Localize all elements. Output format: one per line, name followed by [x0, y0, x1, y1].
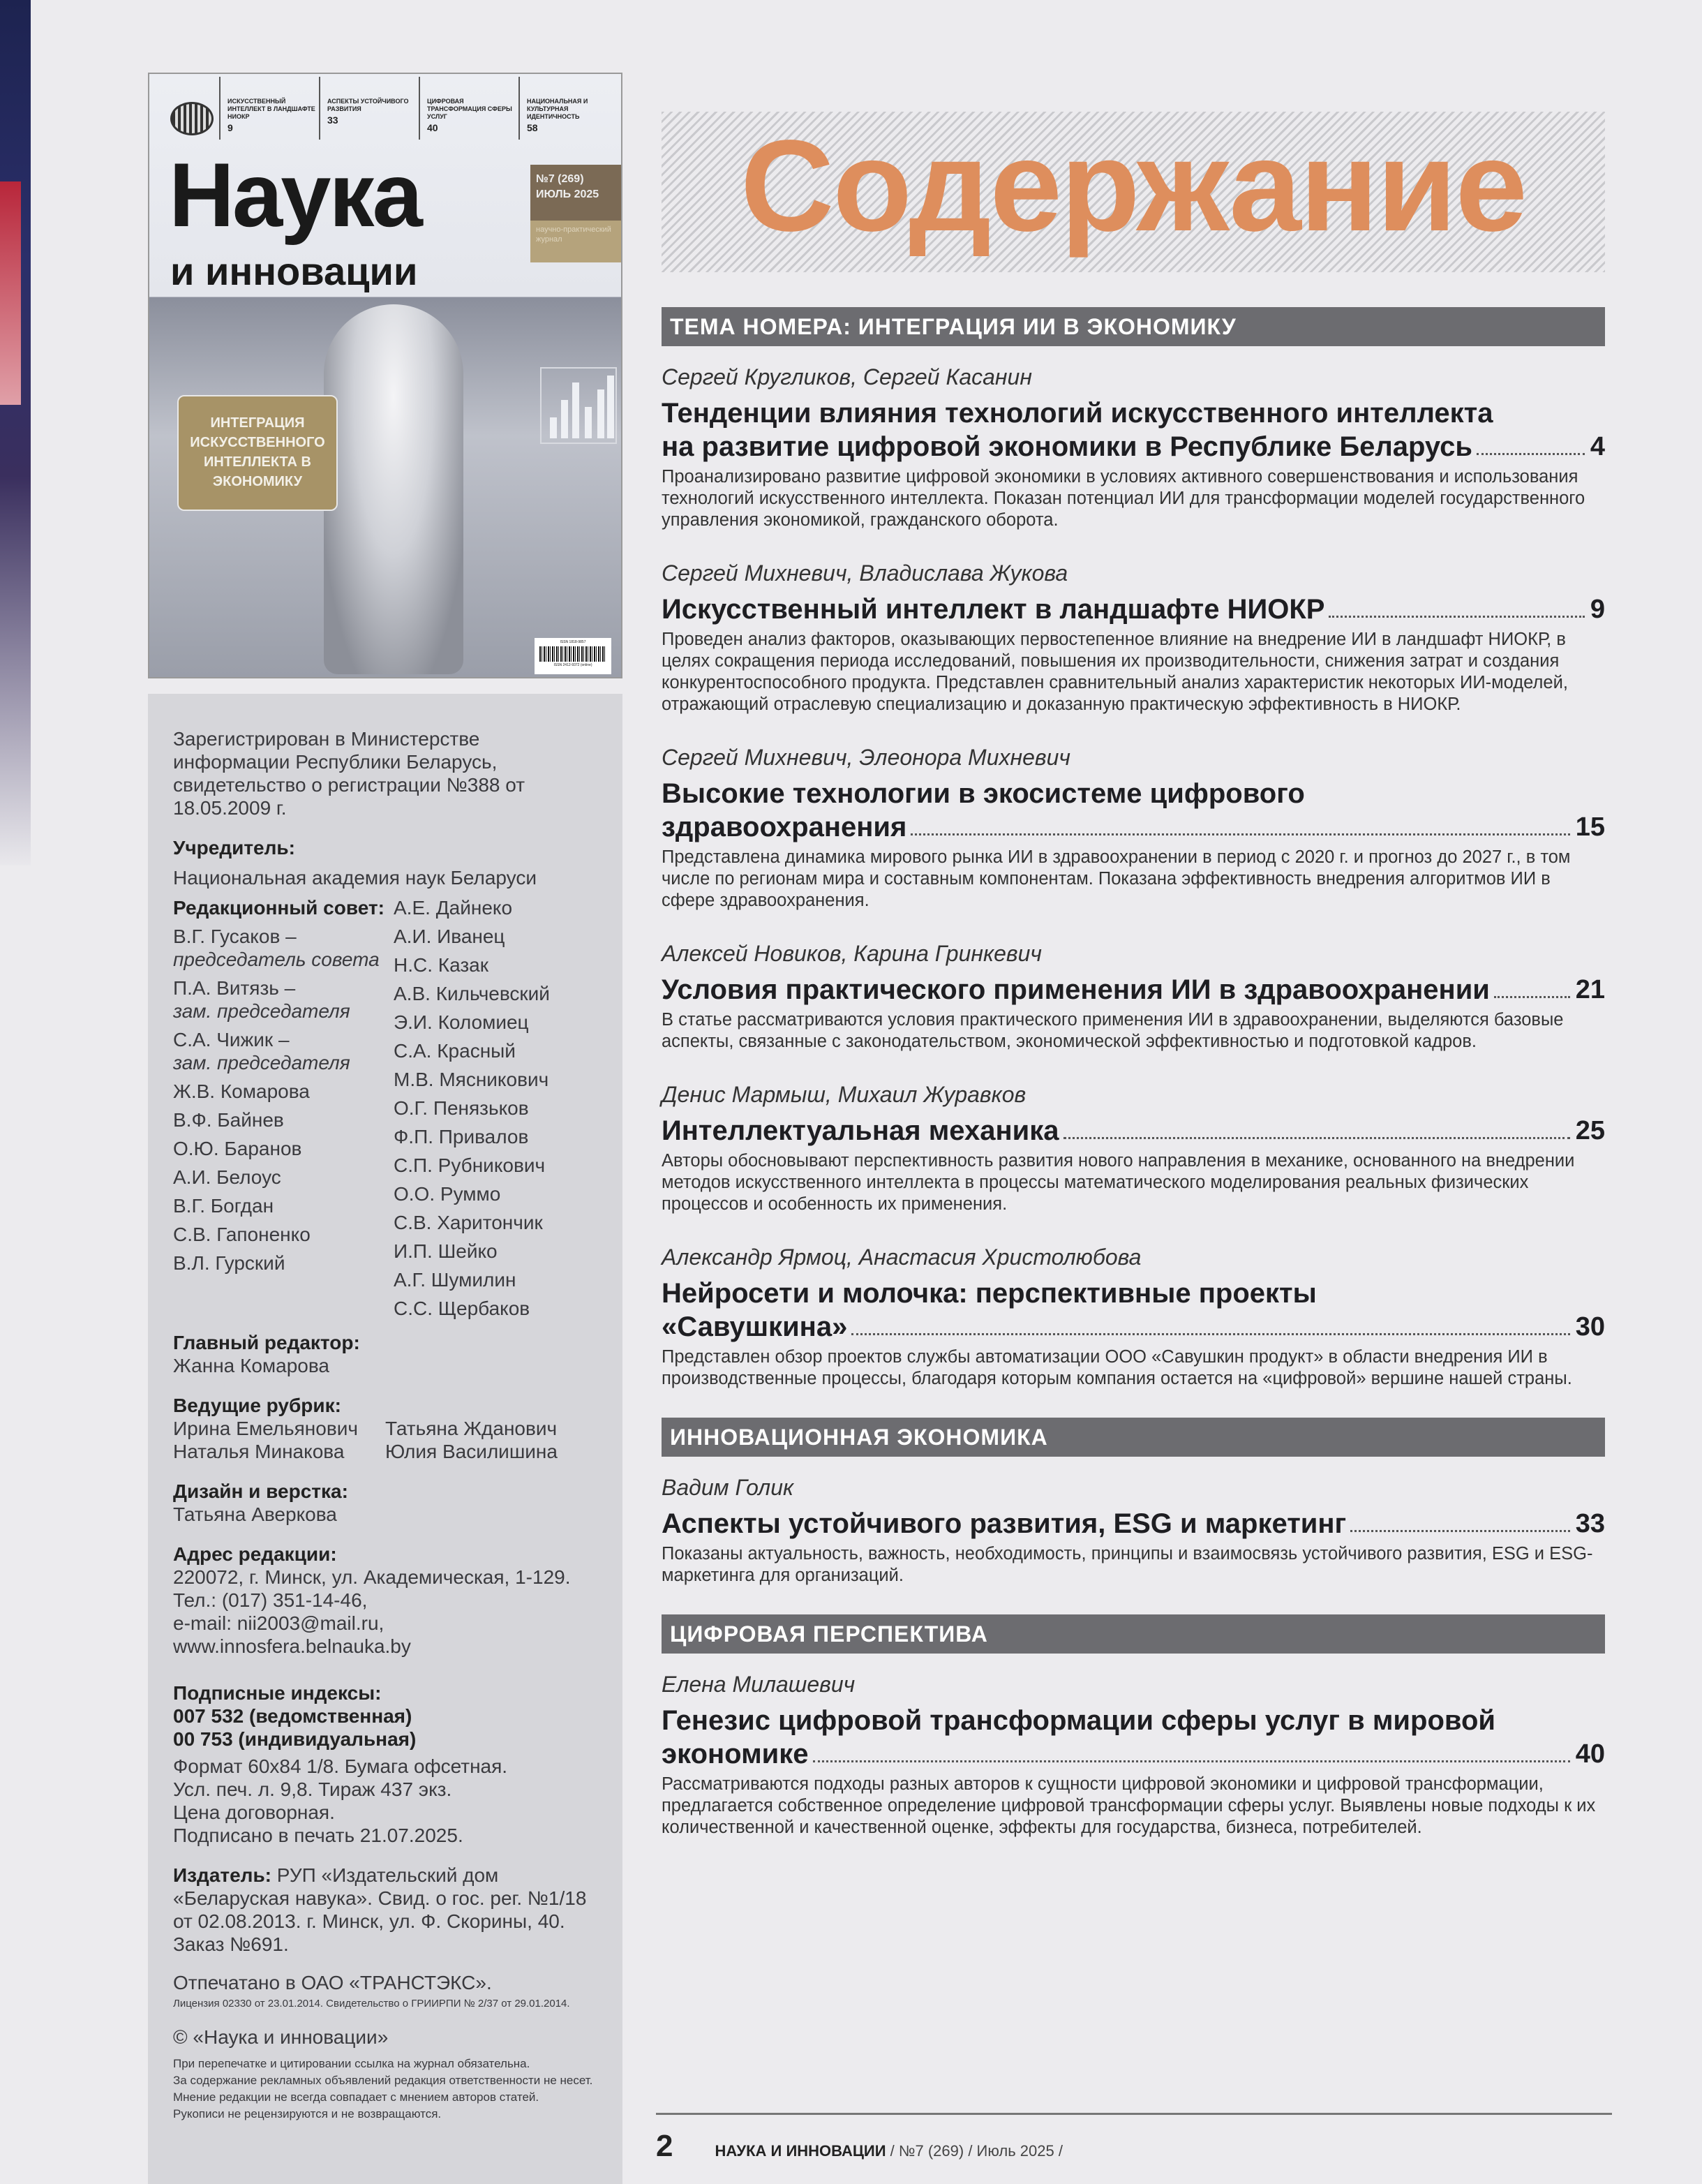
entry-authors: Алексей Новиков, Карина Гринкевич	[662, 941, 1042, 966]
board-member-name: С.В. Гапоненко	[173, 1224, 311, 1245]
entry-authors: Сергей Михневич, Владислава Жукова	[662, 560, 1068, 586]
board-member: О.Г. Пенязьков	[394, 1097, 529, 1119]
entry-title-row[interactable]	[662, 1737, 1605, 1771]
imprint-panel	[148, 694, 622, 2184]
dotted-leader	[1350, 1530, 1570, 1532]
footer-divider	[656, 2113, 1612, 2115]
subscription-label: Подписные индексы:	[173, 1682, 382, 1704]
website-link[interactable]: www.innosfera.belnauka.by	[173, 1635, 411, 1657]
board-member: М.В. Мясникович	[394, 1069, 549, 1090]
entry-abstract: Представлен обзор проектов службы автоматизации ООО «Савушкин продукт» в области внедрения ИИ в производственные процессы, благодаря которым компания остается на «цифровой» вершине нашей страны.	[662, 1347, 1572, 1388]
page-edge-stripe	[0, 181, 21, 405]
rubric-editor: Татьяна Жданович	[385, 1418, 558, 1439]
cover-teaser-text: НАЦИОНАЛЬНАЯ И КУЛЬТУРНАЯ ИДЕНТИЧНОСТЬ	[527, 98, 588, 120]
subscription-index: 00 753 (индивидуальная)	[173, 1728, 417, 1750]
entry-abstract: Проведен анализ факторов, оказывающих первостепенное влияние на внедрение ИИ в ландшафт НИОКР, в целях сокращения периода исследований, повышения их производительности, снижения затрат и создания конкурентоспособного продукта. Представлен сравнительный анализ характеристик некоторых ИИ-моделей, отражающий отраслевую специализацию и доказанную практическую эффективность в НИОКР.	[662, 630, 1568, 714]
entry-title-line[interactable]: Искусственный интеллект в ландшафте НИОКР	[662, 594, 1325, 625]
board-member: Н.С. Казак	[394, 954, 489, 976]
cover-teaser-text: ЦИФРОВАЯ ТРАНСФОРМАЦИЯ СФЕРЫ УСЛУГ	[427, 98, 512, 120]
entry-authors: Сергей Кругликов, Сергей Касанин	[662, 364, 1032, 389]
entry-abstract: В статье рассматриваются условия практического применения ИИ в здравоохранении, выделяются базовые аспекты, связанные с законодательством, экономической эффективностью и подготовкой кадров.	[662, 1010, 1564, 1051]
cover-teaser-page: 33	[327, 114, 338, 126]
cover-issue-number: №7 (269)	[536, 173, 584, 185]
registration-text: Зарегистрирован в Министерстве информации Республики Беларусь, свидетельство о регистрации №388 от 18.05.2009 г.	[173, 728, 525, 819]
board-member-name: О.Ю. Баранов	[173, 1138, 302, 1159]
section-header: ИННОВАЦИОННАЯ ЭКОНОМИКА	[662, 1418, 1605, 1457]
board-member-role: зам. председателя	[173, 1052, 350, 1074]
board-member: А.И. Иванец	[394, 926, 505, 947]
rubrics-label: Ведущие рубрик:	[173, 1395, 341, 1416]
board-member: С.В. Харитончик	[394, 1212, 543, 1233]
footer-issue: / №7 (269) / Июль 2025 /	[890, 2142, 1063, 2160]
toc-entry[interactable]	[662, 743, 1605, 912]
entry-title-row[interactable]	[662, 810, 1605, 844]
cover-subtitle: и инновации	[170, 249, 418, 293]
toc-header	[662, 112, 1605, 272]
board-member	[173, 1251, 394, 1275]
entry-authors: Сергей Михневич, Элеонора Михневич	[662, 745, 1070, 770]
academy-logo-icon	[170, 102, 214, 135]
board-member-name: В.Г. Богдан	[173, 1195, 274, 1217]
board-member: Ф.П. Привалов	[394, 1126, 529, 1147]
entry-abstract: Проанализировано развитие цифровой экономики в условиях активного совершенствования и использования технологий искусственного интеллекта. Показан потенциал ИИ для трансформации моделей государственного управления экономикой, гражданского оборота.	[662, 467, 1585, 530]
toc-entry[interactable]	[662, 1670, 1605, 1838]
table-of-contents	[662, 307, 1605, 1838]
page-title: Содержание	[740, 114, 1526, 258]
cover-journal-kind: научно-практический журнал	[530, 221, 622, 262]
address-block	[173, 1566, 597, 1658]
rubric-editor: Наталья Минакова	[173, 1441, 345, 1462]
cover-teaser	[518, 77, 618, 140]
barcode-icon	[539, 646, 606, 662]
disclaimer-line: Мнение редакции не всегда совпадает с мнением авторов статей.	[173, 2090, 539, 2104]
cover-teaser-text: ИСКУССТВЕННЫЙ ИНТЕЛЛЕКТ В ЛАНДШАФТЕ НИОКР	[227, 98, 315, 120]
publisher: РУП «Издательский дом «Беларуская навука». Свид. о гос. рег. №1/18 от 02.08.2013. г. Минск, ул. Ф. Скорины, 40. Заказ №691.	[173, 1864, 587, 1955]
board-member-name: В.Л. Гурский	[173, 1252, 285, 1274]
issn-online: ISSN 2412-9372 (online)	[553, 663, 592, 667]
toc-entry[interactable]	[662, 1473, 1605, 1587]
entry-abstract: Показаны актуальность, важность, необходимость, принципы и взаимосвязь устойчивого развития, ESG и ESG-маркетинга для организаций.	[662, 1544, 1593, 1585]
board-member: А.Г. Шумилин	[394, 1269, 516, 1291]
entry-title-line[interactable]: Генезис цифровой трансформации сферы услуг в мировой	[662, 1705, 1495, 1736]
board-member	[173, 1137, 394, 1160]
entry-abstract: Рассматриваются подходы разных авторов к сущности цифровой экономики и цифровой трансформации, предлагается собственное определение цифровой трансформации сферы услуг. Выявлены новые подходы к их количественной и качественной оценке, эффекты для государства, бизнеса, потребителей.	[662, 1774, 1596, 1837]
board-member-name: В.Ф. Байнев	[173, 1109, 284, 1131]
entry-title-line[interactable]: здравоохранения	[662, 812, 907, 842]
board-member-name: В.Г. Гусаков –	[173, 926, 297, 947]
entry-title-line[interactable]: Высокие технологии в экосистеме цифрового	[662, 778, 1305, 809]
board-member: С.С. Щербаков	[394, 1298, 530, 1319]
entry-page-number[interactable]: 9	[1590, 595, 1605, 624]
dotted-leader	[1063, 1137, 1570, 1139]
entry-page-number[interactable]: 30	[1575, 1312, 1605, 1342]
rubric-editor: Юлия Василишина	[385, 1441, 558, 1462]
toc-entry[interactable]	[662, 1243, 1605, 1390]
entry-page-number[interactable]: 21	[1575, 975, 1605, 1004]
publisher-block	[173, 1864, 597, 1956]
price: Цена договорная.	[173, 1802, 335, 1823]
entry-page-number[interactable]: 40	[1575, 1739, 1605, 1769]
board-member	[173, 1080, 394, 1103]
publisher-label: Издатель:	[173, 1864, 271, 1886]
entry-title-line[interactable]: Интеллектуальная механика	[662, 1115, 1059, 1146]
toc-entry[interactable]	[662, 939, 1605, 1053]
copyright: © «Наука и инновации»	[173, 2026, 389, 2048]
board-member-name: П.А. Витязь –	[173, 977, 296, 999]
board-member: А.Е. Дайнеко	[394, 897, 513, 919]
board-member: С.А. Красный	[394, 1040, 516, 1062]
board-member-name: С.А. Чижик –	[173, 1029, 290, 1050]
cover-teaser-page: 9	[227, 122, 233, 133]
rubric-editor: Ирина Емельянович	[173, 1418, 358, 1439]
robot-illustration	[324, 304, 463, 674]
board-member-name: Ж.В. Комарова	[173, 1080, 310, 1102]
entry-page-number[interactable]: 33	[1575, 1509, 1605, 1538]
entry-page-number[interactable]: 15	[1575, 812, 1605, 842]
dotted-leader	[1329, 616, 1584, 618]
board-member: И.П. Шейко	[394, 1240, 498, 1262]
board-member-name: А.И. Белоус	[173, 1166, 281, 1188]
board-member-role: зам. председателя	[173, 1000, 350, 1022]
board-member: А.В. Кильчевский	[394, 983, 550, 1004]
cover-title: Наука	[169, 144, 421, 246]
board-member	[173, 925, 394, 971]
entry-authors: Елена Милашевич	[662, 1672, 856, 1697]
board-member: О.О. Руммо	[394, 1183, 501, 1205]
board-member	[173, 976, 394, 1023]
cover-teaser	[319, 77, 419, 140]
section-header: ЦИФРОВАЯ ПЕРСПЕКТИВА	[662, 1614, 1605, 1654]
design-label: Дизайн и верстка:	[173, 1480, 348, 1502]
board-member-role: председатель совета	[173, 949, 380, 970]
board-member: Э.И. Коломиец	[394, 1011, 529, 1033]
board-member	[173, 1108, 394, 1131]
cover-teaser	[219, 77, 319, 140]
journal-cover	[148, 73, 622, 678]
entry-authors: Вадим Голик	[662, 1475, 794, 1500]
board-member	[173, 1166, 394, 1189]
entry-title-line[interactable]: Условия практического применения ИИ в здравоохранении	[662, 974, 1490, 1005]
license: Лицензия 02330 от 23.01.2014. Свидетельство о ГРИИРПИ № 2/37 от 29.01.2014.	[173, 1998, 570, 2010]
board-member	[173, 1194, 394, 1217]
entry-title-line[interactable]: Нейросети и молочка: перспективные проекты	[662, 1278, 1317, 1309]
print-run: Усл. печ. л. 9,8. Тираж 437 экз.	[173, 1778, 452, 1800]
page-edge-decoration	[0, 0, 31, 866]
cover-teasers	[219, 77, 618, 140]
dotted-leader	[911, 833, 1569, 835]
entry-page-number[interactable]: 25	[1575, 1116, 1605, 1145]
email-link[interactable]: e-mail: nii2003@mail.ru,	[173, 1612, 385, 1634]
founder-label: Учредитель:	[173, 837, 295, 859]
chief-editor-label: Главный редактор:	[173, 1332, 360, 1353]
editorial-board	[173, 896, 597, 1325]
disclaimer-line: При перепечатке и цитировании ссылка на журнал обязательна.	[173, 2057, 530, 2070]
toc-entry[interactable]	[662, 1080, 1605, 1215]
cover-teaser	[419, 77, 518, 140]
cover-teaser-text: АСПЕКТЫ УСТОЙЧИВОГО РАЗВИТИЯ	[327, 98, 409, 112]
dotted-leader	[813, 1760, 1570, 1762]
entry-title-row[interactable]	[662, 973, 1605, 1006]
entry-authors: Александр Ярмоц, Анастасия Христолюбова	[662, 1245, 1142, 1270]
page-footer	[656, 2129, 1063, 2164]
chief-editor: Жанна Комарова	[173, 1355, 329, 1376]
board-label: Редакционный совет:	[173, 897, 385, 919]
cover-issue-date: ИЮЛЬ 2025	[536, 188, 599, 200]
toc-entry[interactable]	[662, 363, 1605, 531]
print-format: Формат 60x84 1/8. Бумага офсетная.	[173, 1755, 508, 1777]
entry-authors: Денис Мармыш, Михаил Журавков	[662, 1082, 1027, 1107]
address-label: Адрес редакции:	[173, 1543, 337, 1565]
entry-title-line[interactable]: Аспекты устойчивого развития, ESG и маркетинг	[662, 1508, 1347, 1539]
signed-date: Подписано в печать 21.07.2025.	[173, 1825, 463, 1846]
entry-title-line[interactable]: на развитие цифровой экономики в Республике Беларусь	[662, 431, 1473, 462]
entry-title-line[interactable]: Тенденции влияния технологий искусственного интеллекта	[662, 398, 1493, 429]
address-line: 220072, г. Минск, ул. Академическая, 1-129.	[173, 1566, 571, 1588]
bar-chart-illustration-icon	[540, 367, 617, 444]
entry-abstract: Авторы обосновывают перспективность развития нового направления в механике, основанного на внедрении методов искусственного интеллекта в процессы математического моделирования реальных физических процессов и особенность их применения.	[662, 1151, 1575, 1214]
dotted-leader	[1477, 453, 1585, 455]
entry-page-number[interactable]: 4	[1590, 432, 1605, 461]
founder: Национальная академия наук Беларуси	[173, 867, 537, 889]
entry-title-row[interactable]	[662, 1310, 1605, 1344]
barcode	[535, 638, 611, 674]
footer-journal	[715, 2142, 1062, 2160]
subscription-index: 007 532 (ведомственная)	[173, 1705, 412, 1727]
board-member	[173, 1223, 394, 1246]
board-member	[173, 1028, 394, 1074]
section-header: ТЕМА НОМЕРА: ИНТЕГРАЦИЯ ИИ В ЭКОНОМИКУ	[662, 307, 1605, 346]
entry-title-line[interactable]: «Савушкина»	[662, 1312, 848, 1342]
entry-title-row[interactable]	[662, 1507, 1605, 1540]
page-number: 2	[656, 2129, 673, 2163]
toc-entry[interactable]	[662, 559, 1605, 715]
dotted-leader	[851, 1333, 1569, 1335]
printed-by: Отпечатано в ОАО «ТРАНСТЭКС».	[173, 1972, 492, 1993]
entry-title-row[interactable]	[662, 593, 1605, 626]
entry-title-row[interactable]	[662, 1114, 1605, 1147]
cover-teaser-page: 58	[527, 122, 538, 133]
dotted-leader	[1494, 996, 1570, 998]
issn: ISSN 1818-9857	[560, 640, 586, 644]
disclaimer-line: Рукописи не рецензируются и не возвращаются.	[173, 2107, 442, 2120]
board-member: С.П. Рубникович	[394, 1154, 546, 1176]
cover-theme-box: ИНТЕГРАЦИЯ ИСКУССТВЕННОГО ИНТЕЛЛЕКТА В ЭКОНОМИКУ	[177, 395, 338, 511]
cover-teaser-page: 40	[427, 122, 438, 133]
disclaimer-line: За содержание рекламных объявлений редакция ответственности не несет.	[173, 2074, 593, 2087]
entry-abstract: Представлена динамика мирового рынка ИИ в здравоохранении в период с 2020 г. и прогноз до 2027 г., в том числе по регионам мира и составным компонентам. Показана эффективность внедрения алгоритмов ИИ в сфере здравоохранения.	[662, 847, 1571, 910]
entry-title-line[interactable]: экономике	[662, 1739, 809, 1769]
cover-issue-badge	[530, 165, 622, 221]
disclaimer	[173, 2056, 597, 2123]
entry-title-row[interactable]	[662, 430, 1605, 463]
footer-journal-name: НАУКА И ИННОВАЦИИ	[715, 2142, 886, 2160]
phone: Тел.: (017) 351-14-46,	[173, 1589, 368, 1611]
designer: Татьяна Аверкова	[173, 1503, 337, 1525]
rubric-editors	[173, 1417, 597, 1463]
